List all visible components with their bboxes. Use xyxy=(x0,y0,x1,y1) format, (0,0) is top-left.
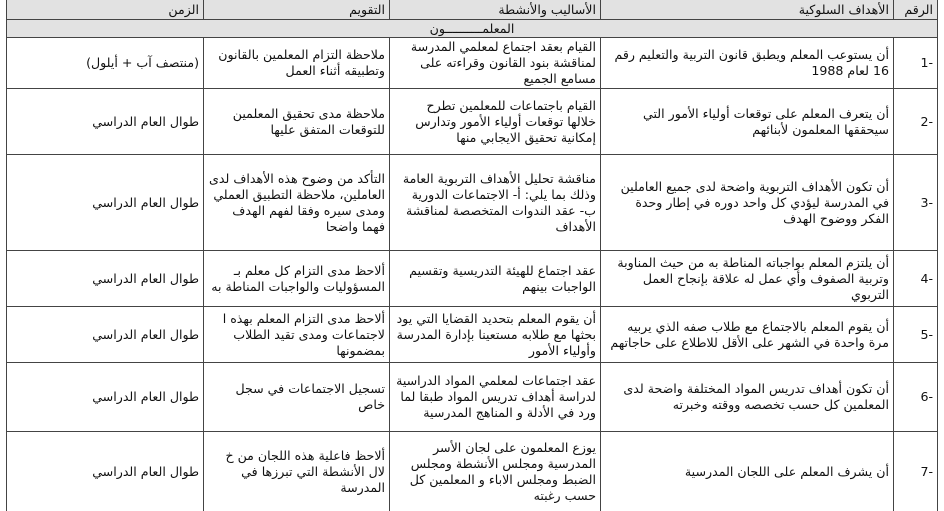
row-methods: عقد اجتماع للهيئة التدريسية وتقسيم الواجبات بينهم xyxy=(390,251,601,307)
row-methods: أن يقوم المعلم بتحديد القضايا التي يود بحثها مع طلابه مستعينا بإدارة المدرسة وأولياء الأمور xyxy=(390,307,601,363)
row-number: -5 xyxy=(894,307,938,363)
row-time: طوال العام الدراسي xyxy=(7,432,204,511)
row-objective: أن يشرف المعلم على اللجان المدرسية xyxy=(601,432,894,511)
row-evaluation: التأكد من وضوح هذه الأهداف لدى العاملين، ملاحظة التطبيق العملي ومدى سيره وفقا لفهم الهدف فهما واضحا xyxy=(204,155,390,251)
row-objective: أن تكون أهداف تدريس المواد المختلفة واضحة لدى المعلمين كل حسب تخصصه ووقته وخبرته xyxy=(601,363,894,432)
row-number: -3 xyxy=(894,155,938,251)
header-evaluation: التقويم xyxy=(204,0,390,20)
table-body xyxy=(7,20,938,511)
row-number: -6 xyxy=(894,363,938,432)
row-time: طوال العام الدراسي xyxy=(7,363,204,432)
row-evaluation: ألاحظ مدى التزام كل معلم بـ المسؤوليات والواجبات المناطة به xyxy=(204,251,390,307)
row-objective: أن يتعرف المعلم على توقعات أولياء الأمور التي سيحققها المعلمون لأبنائهم xyxy=(601,89,894,155)
row-objective: أن يستوعب المعلم ويطبق قانون التربية والتعليم رقم 16 لعام 1988 xyxy=(601,38,894,89)
row-methods: القيام باجتماعات للمعلمين تطرح خلالها توقعات أولياء الأمور وتدارس إمكانية تحقيق الايجابي منها xyxy=(390,89,601,155)
table-header xyxy=(7,0,938,20)
row-methods: يوزع المعلمون على لجان الأسر المدرسية ومجلس الأنشطة ومجلس الضبط ومجلس الاباء و المعلمين كل حسب رغبته xyxy=(390,432,601,511)
row-objective: أن يقوم المعلم بالاجتماع مع طلاب صفه الذي يربيه مرة واحدة في الشهر على الأقل للاطلاع على حاجاتهم xyxy=(601,307,894,363)
row-evaluation: تسجيل الاجتماعات في سجل خاص xyxy=(204,363,390,432)
row-objective: أن تكون الأهداف التربوية واضحة لدى جميع العاملين في المدرسة ليؤدي كل واحد دوره في إطار وحدة الفكر ووضوح الهدف xyxy=(601,155,894,251)
row-number: -2 xyxy=(894,89,938,155)
row-methods: القيام بعقد اجتماع لمعلمي المدرسة لمناقشة بنود القانون وقراءته على مسامع الجميع xyxy=(390,38,601,89)
row-objective: أن يلتزم المعلم بواجباته المناطة به من حيث المناوبة وتربية الصفوف وأي عمل له علاقة بإنجاح العمل التربوي xyxy=(601,251,894,307)
row-methods: عقد اجتماعات لمعلمي المواد الدراسية لدراسة أهداف تدريس المواد طبقا لما ورد في الأدلة و المناهج المدرسية xyxy=(390,363,601,432)
row-number: -4 xyxy=(894,251,938,307)
row-evaluation: ألاحظ فاعلية هذه اللجان من خ لال الأنشطة التي تبرزها في المدرسة xyxy=(204,432,390,511)
row-methods: مناقشة تحليل الأهداف التربوية العامة وذلك بما يلي: أ- الاجتماعات الدورية ب- عقد الندوات المتخصصة لمناقشة الأهداف xyxy=(390,155,601,251)
table-row xyxy=(7,89,938,155)
row-evaluation: ألاحظ مدى التزام المعلم بهذه ا لاجتماعات ومدى تقيد الطلاب بمضمونها xyxy=(204,307,390,363)
table-row xyxy=(7,307,938,363)
row-evaluation: ملاحظة التزام المعلمين بالقانون وتطبيقه أثناء العمل xyxy=(204,38,390,89)
table-row xyxy=(7,363,938,432)
header-methods: الأساليب والأنشطة xyxy=(390,0,601,20)
row-time: طوال العام الدراسي xyxy=(7,307,204,363)
row-time: طوال العام الدراسي xyxy=(7,251,204,307)
row-number: -7 xyxy=(894,432,938,511)
section-row xyxy=(7,20,938,38)
row-number: -1 xyxy=(894,38,938,89)
section-title: المعلمــــــــــون xyxy=(7,20,938,38)
table-row xyxy=(7,155,938,251)
behavioral-objectives-table xyxy=(6,0,938,511)
header-number: الرقم xyxy=(894,0,938,20)
row-time: (منتصف آب + أيلول) xyxy=(7,38,204,89)
header-time: الزمن xyxy=(7,0,204,20)
row-evaluation: ملاحظة مدى تحقيق المعلمين للتوقعات المتفق عليها xyxy=(204,89,390,155)
table-row xyxy=(7,251,938,307)
row-time: طوال العام الدراسي xyxy=(7,155,204,251)
row-time: طوال العام الدراسي xyxy=(7,89,204,155)
table-row xyxy=(7,432,938,511)
header-objectives: الأهداف السلوكية xyxy=(601,0,894,20)
table-row xyxy=(7,38,938,89)
header-row xyxy=(7,0,938,20)
